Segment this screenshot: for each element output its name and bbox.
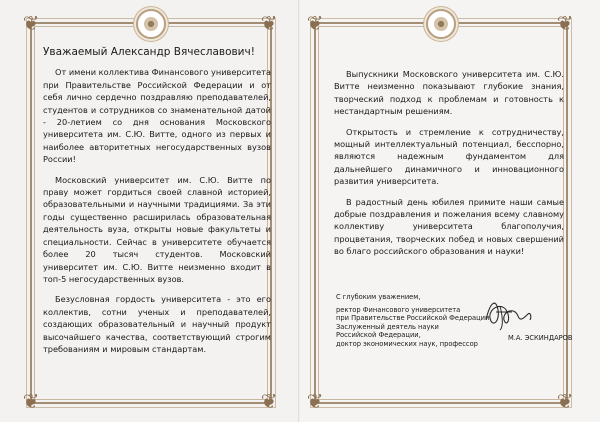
emblem-medal-icon xyxy=(426,9,456,39)
emblem-medal-icon xyxy=(136,9,166,39)
signer-name: М.А. ЭСКИНДАРОВ xyxy=(508,334,573,342)
signer-title-line: доктор экономических наук, профессор xyxy=(336,339,478,348)
corner-ornament-icon: ❦ xyxy=(260,389,278,413)
salutation: Уважаемый Александр Вячеславович! xyxy=(43,46,255,58)
right-letter-body xyxy=(334,68,564,266)
signer-title-line: ректор Финансового университета xyxy=(336,305,461,314)
paragraph: Открытость и стремление к сотрудничеству, мощный интеллектуальный потенциал, бесспорно, являются надежным фундаментом для дальнейшего динамичного и инновационного развития университета. xyxy=(334,126,564,187)
right-page xyxy=(300,0,600,422)
corner-ornament-icon: ❦ xyxy=(306,389,324,413)
signature-block xyxy=(336,293,489,349)
corner-ornament-icon: ❦ xyxy=(260,11,278,35)
closing-line: С глубоким уважением, xyxy=(336,293,421,301)
left-letter-body xyxy=(43,46,271,363)
corner-ornament-icon: ❦ xyxy=(22,11,40,35)
paragraph: В радостный день юбилея примите наши самые добрые поздравления и пожелания всему славному коллективу университета благополучия, процветания, творческих побед и новых свершений во благо российского образования и науки! xyxy=(334,196,564,257)
signer-title-line: Заслуженный деятель науки xyxy=(336,322,439,331)
paragraph: От имени коллектива Финансового университета при Правительстве Российской Федерации и от себя лично сердечно поздравляю преподавателей, студентов и сотрудников со знаменательной датой - 20-летием со дня основания Московского университета им. С.Ю. Витте, одного из первых и наиболее авторитетных негосударственных вузов России! xyxy=(43,67,271,165)
paragraph: Московский университет им. С.Ю. Витте по праву может гордиться своей славной историей, образовательными и научными традициями. За эти годы существенно расширилась образовательная деятельность вуза, открыты новые факультеты и специальности. Сейчас в университете обучается более 20 тысяч студентов. Московский университет им. С.Ю. Витте неизменно входит в топ-5 негосударственных вузов. xyxy=(43,174,271,284)
corner-ornament-icon: ❦ xyxy=(556,389,574,413)
signer-title-line: при Правительстве Российской Федерации xyxy=(336,314,490,323)
corner-ornament-icon: ❦ xyxy=(22,389,40,413)
paragraph: Безусловная гордость университета - это его коллектив, сотни ученых и преподавателей, создающих образовательный и научный продукт высочайшего качества, соответствующий строгим требованиям и мировым стандартам. xyxy=(43,294,271,354)
paragraph: Выпускники Московского университета им. С.Ю. Витте неизменно показывают глубокие знания, творческий подход к проблемам и готовность к нестандартным решениям. xyxy=(334,69,564,117)
handwritten-signature xyxy=(478,292,538,334)
signer-title-line: Российской Федерации, xyxy=(336,331,421,340)
corner-ornament-icon: ❦ xyxy=(306,11,324,35)
corner-ornament-icon: ❦ xyxy=(556,11,574,35)
